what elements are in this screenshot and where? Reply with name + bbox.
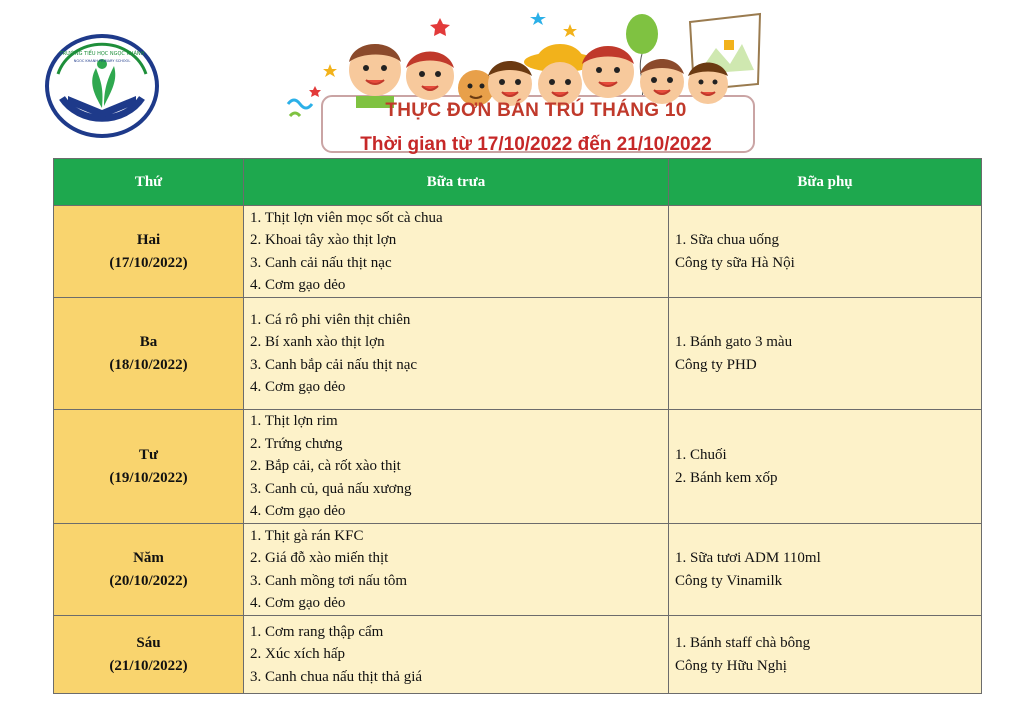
lunch-item: 1. Cá rô phi viên thịt chiên: [250, 311, 411, 328]
day-date: (20/10/2022): [109, 572, 188, 589]
snack-item: Công ty sữa Hà Nội: [675, 254, 795, 271]
day-name: Tư: [138, 447, 158, 463]
lunch-item: 4. Cơm gạo dẻo: [250, 595, 346, 611]
menu-title: THỰC ĐƠN BÁN TRÚ THÁNG 10: [385, 100, 687, 121]
snack-cell: [669, 616, 982, 694]
day-cell: [54, 616, 244, 694]
lunch-cell: [244, 298, 669, 410]
table-row: [54, 298, 982, 410]
table-header-row: [54, 159, 982, 206]
day-date: (18/10/2022): [109, 356, 188, 373]
day-date: (17/10/2022): [109, 254, 188, 271]
snack-cell: [669, 524, 982, 616]
snack-item: Công ty PHD: [675, 356, 757, 373]
snack-item: 1. Bánh staff chà bông: [675, 635, 811, 651]
lunch-item: 2. Khoai tây xào thịt lợn: [250, 232, 397, 248]
snack-item: 2. Bánh kem xốp: [675, 469, 778, 486]
day-name: Hai: [136, 232, 161, 248]
lunch-item: 4. Cơm gạo dẻo: [250, 379, 346, 395]
lunch-item: 2. Bí xanh xào thịt lợn: [250, 334, 385, 350]
lunch-item: 3. Canh củ, quả nấu xương: [250, 480, 412, 497]
snack-item: 1. Sữa chua uống: [675, 232, 779, 248]
lunch-item: 1. Thịt gà rán KFC: [250, 527, 364, 544]
lunch-cell: [244, 616, 669, 694]
kids-illustration: [270, 4, 780, 154]
lunch-item: 3. Canh mồng tơi nấu tôm: [250, 572, 408, 589]
day-date: (19/10/2022): [109, 469, 188, 486]
lunch-item: 4. Cơm gạo dẻo: [250, 503, 346, 520]
lunch-item: 3. Canh cải nấu thịt nạc: [250, 254, 392, 271]
snack-item: 1. Chuối: [675, 447, 727, 463]
menu-table: [53, 158, 982, 694]
day-date: (21/10/2022): [109, 657, 188, 674]
lunch-item: 2. Giá đỗ xào miến thịt: [250, 550, 389, 566]
day-cell: [54, 410, 244, 524]
lunch-item: 3. Canh chua nấu thịt thả giá: [250, 668, 423, 685]
day-name: Sáu: [136, 635, 161, 651]
snack-item: Công ty Hữu Nghị: [675, 657, 787, 674]
day-cell: [54, 206, 244, 298]
snack-item: 1. Bánh gato 3 màu: [675, 334, 793, 350]
lunch-cell: [244, 524, 669, 616]
day-name: Ba: [139, 334, 158, 350]
menu-date-range: Thời gian từ 17/10/2022 đến 21/10/2022: [360, 134, 712, 155]
table-row: [54, 524, 982, 616]
logo-sub-text: NGOC KHANH PRIMARY SCHOOL: [73, 59, 131, 63]
lunch-item: 4. Cơm gạo dẻo: [250, 277, 346, 293]
column-header-snack: Bữa phụ: [669, 159, 982, 206]
column-header-day: Thứ: [54, 159, 244, 206]
lunch-item: 3. Canh bắp cải nấu thịt nạc: [250, 356, 418, 373]
day-name: Năm: [133, 550, 164, 566]
table-row: [54, 206, 982, 298]
lunch-item: 1. Cơm rang thập cẩm: [250, 623, 384, 640]
snack-item: Công ty Vinamilk: [675, 572, 783, 589]
lunch-cell: [244, 410, 669, 524]
lunch-item: 1. Thịt lợn viên mọc sốt cà chua: [250, 209, 443, 226]
column-header-lunch: Bữa trưa: [244, 159, 669, 206]
logo-ring-text: TRƯỜNG TIỂU HỌC NGỌC KHÁNH: [59, 51, 145, 57]
table-row: [54, 410, 982, 524]
snack-cell: [669, 298, 982, 410]
lunch-item: 1. Thịt lợn rim: [250, 413, 338, 430]
table-row: [54, 616, 982, 694]
school-logo: [44, 34, 160, 138]
day-cell: [54, 524, 244, 616]
snack-cell: [669, 206, 982, 298]
day-cell: [54, 298, 244, 410]
snack-item: 1. Sữa tươi ADM 110ml: [675, 550, 821, 566]
lunch-item: 2. Xúc xích hấp: [250, 646, 345, 663]
snack-cell: [669, 410, 982, 524]
lunch-item: 2. Bắp cải, cà rốt xào thịt: [250, 458, 401, 475]
lunch-item: 2. Trứng chưng: [250, 435, 343, 452]
lunch-cell: [244, 206, 669, 298]
